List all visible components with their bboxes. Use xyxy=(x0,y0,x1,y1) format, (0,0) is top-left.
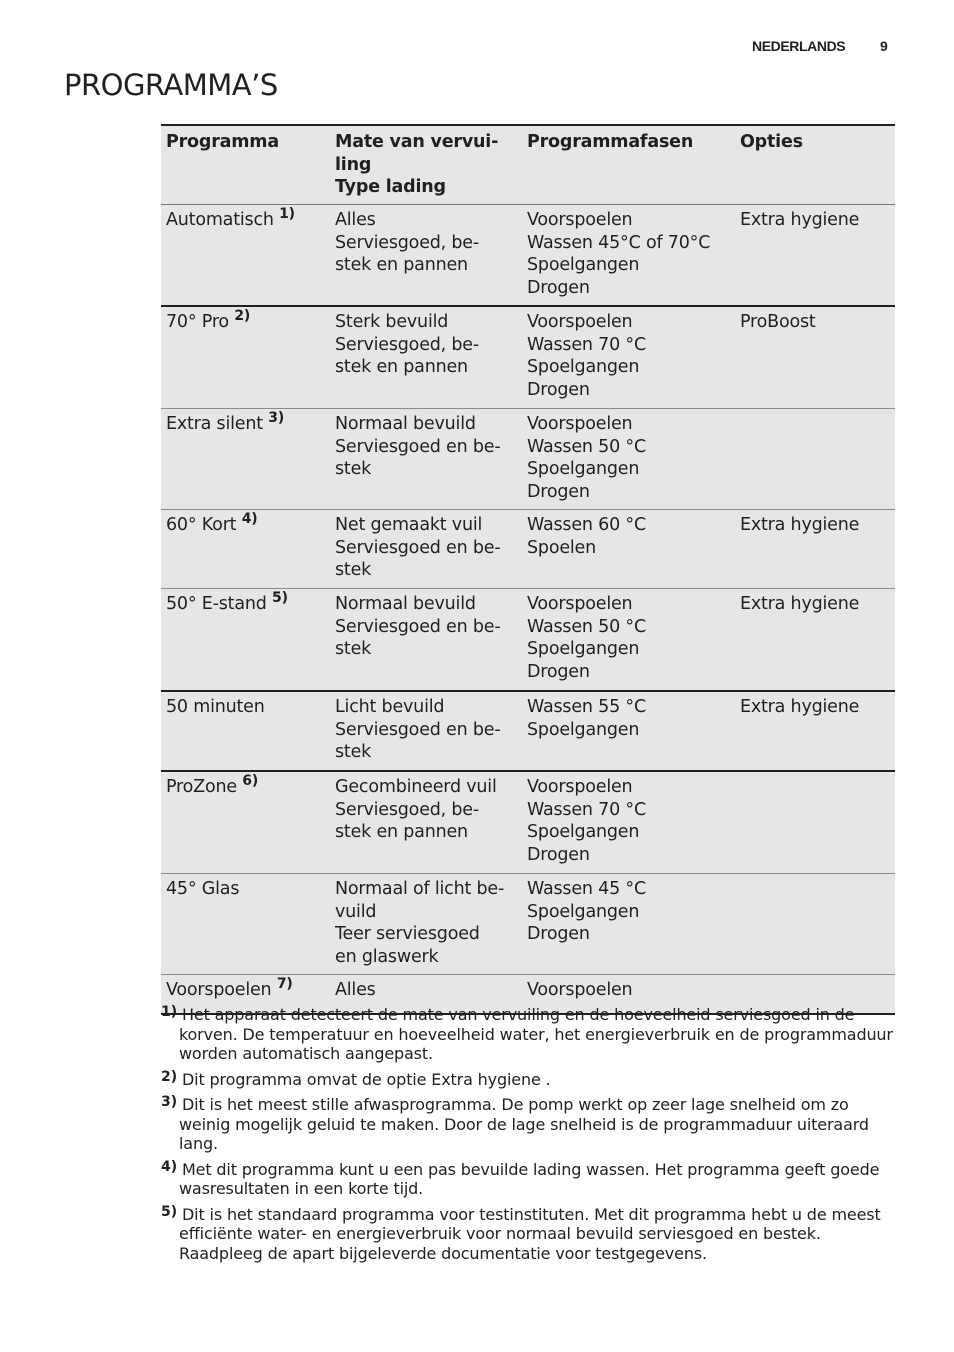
soil-degree-cell xyxy=(335,413,520,481)
program-phase-line: Drogen xyxy=(527,661,590,682)
soil-degree-line: stek xyxy=(335,560,372,580)
program-phase-line: Wassen 60 °C xyxy=(527,515,646,535)
footnote-marker: 1) xyxy=(161,1004,178,1020)
program-phase-line: Voorspoelen xyxy=(527,312,633,332)
footnote-line: Dit is het meest stille afwasprogramma. De pomp werkt op zeer lage snelheid om zo xyxy=(182,1095,849,1114)
footnote-ref: 2) xyxy=(234,308,251,324)
program-name: 70° Pro xyxy=(166,312,229,332)
program-phase-line: Spoelgangen xyxy=(527,719,640,740)
table-header-row xyxy=(161,124,895,205)
program-phase-line: Wassen 70 °C xyxy=(527,334,646,355)
table-body xyxy=(161,205,895,1015)
footnote-line: korven. De temperatuur en hoeveelheid water, het energieverbruik en de programmaduur xyxy=(179,1024,893,1044)
soil-degree-cell xyxy=(335,696,520,764)
program-name-cell xyxy=(166,511,326,537)
footnote-line: Het apparaat detecteert de mate van vervuiling en de hoeveelheid serviesgoed in de xyxy=(182,1005,855,1024)
footnote-line: weinig mogelijk geluid te maken. Door de lage snelheid is de programmaduur uiteraard xyxy=(179,1114,869,1134)
program-name-cell xyxy=(166,878,326,901)
program-phases-cell xyxy=(527,514,732,559)
soil-degree-line: Serviesgoed en be- xyxy=(335,719,501,740)
header-programmafasen: Programmafasen xyxy=(527,132,694,152)
soil-degree-line: Licht bevuild xyxy=(335,697,445,717)
soil-degree-line: vuild xyxy=(335,901,377,922)
program-name: 50° E-stand xyxy=(166,594,267,614)
program-phase-line: Spoelgangen xyxy=(527,822,640,842)
program-phase-line: Wassen 45 °C xyxy=(527,879,646,899)
program-phases-cell xyxy=(527,878,732,946)
footnote xyxy=(161,1005,896,1064)
soil-degree-line: Normaal bevuild xyxy=(335,594,476,614)
soil-degree-line: Net gemaakt vuil xyxy=(335,515,483,535)
footnote-line: lang. xyxy=(179,1134,218,1153)
table-row xyxy=(161,409,895,510)
soil-degree-line: stek xyxy=(335,639,372,659)
program-phase-line: Voorspoelen xyxy=(527,210,633,230)
program-phase-line: Wassen 45°C of 70°C xyxy=(527,232,711,253)
soil-degree-line: Sterk bevuild xyxy=(335,312,449,332)
footnote-line: Dit is het standaard programma voor testinstituten. Met dit programma hebt u de meest xyxy=(182,1204,881,1224)
program-phases-cell xyxy=(527,776,732,866)
soil-degree-line: Teer serviesgoed xyxy=(335,924,480,944)
footnote-line: efficiënte water- en energieverbruik voor normaal bevuild serviesgoed en bestek. xyxy=(179,1224,821,1243)
program-name-cell xyxy=(166,206,326,232)
program-name: 45° Glas xyxy=(166,879,240,899)
program-name-cell xyxy=(166,696,326,719)
program-name: ProZone xyxy=(166,777,237,797)
program-phase-line: Voorspoelen xyxy=(527,777,633,797)
program-name: 60° Kort xyxy=(166,515,237,535)
program-phases-cell xyxy=(527,696,732,741)
footnote xyxy=(161,1205,896,1264)
program-phases-cell xyxy=(527,593,732,683)
table-row xyxy=(161,307,895,409)
soil-degree-line: Serviesgoed en be- xyxy=(335,537,501,558)
footnote xyxy=(161,1070,896,1090)
footnote-line: wasresultaten in een korte tijd. xyxy=(179,1179,424,1198)
soil-degree-line: stek en pannen xyxy=(335,357,468,377)
program-phases-cell xyxy=(527,413,732,503)
footnote-line: worden automatisch aangepast. xyxy=(179,1044,433,1063)
soil-degree-line: Serviesgoed, be- xyxy=(335,232,479,253)
footnote-ref: 1) xyxy=(279,206,295,222)
soil-degree-line: en glaswerk xyxy=(335,946,439,967)
program-name: 50 minuten xyxy=(166,697,265,717)
program-name-cell xyxy=(166,773,326,799)
soil-degree-line: Serviesgoed, be- xyxy=(335,334,479,355)
program-name-cell xyxy=(166,308,326,334)
program-phase-line: Spoelgangen xyxy=(527,901,640,922)
soil-degree-cell xyxy=(335,311,520,379)
program-name-cell xyxy=(166,976,326,1002)
soil-degree-cell xyxy=(335,514,520,582)
program-phase-line: Spoelgangen xyxy=(527,255,640,275)
program-phase-line: Spoelgangen xyxy=(527,459,640,479)
footnotes xyxy=(161,1005,896,1269)
header-mate-line: Mate van vervui- xyxy=(335,132,499,152)
table-row xyxy=(161,510,895,589)
program-name: Extra silent xyxy=(166,414,263,434)
program-name-cell xyxy=(166,410,326,436)
options-cell: Extra hygiene xyxy=(740,515,860,535)
soil-degree-line: Alles xyxy=(335,980,376,1000)
header-mate-van-vervuiling xyxy=(335,131,520,199)
footnote-ref: 3) xyxy=(268,410,285,426)
program-phase-line: Spoelgangen xyxy=(527,639,640,659)
program-name: Automatisch xyxy=(166,210,274,230)
footnote-line: Met dit programma kunt u een pas bevuilde lading wassen. Het programma geeft goede xyxy=(182,1159,880,1179)
footnote-marker: 4) xyxy=(161,1158,178,1175)
soil-degree-cell xyxy=(335,209,520,277)
footnote-line: Raadpleeg de apart bijgeleverde documentatie voor testgegevens. xyxy=(179,1243,707,1263)
footnote xyxy=(161,1095,896,1154)
footnote-ref: 4) xyxy=(241,511,258,527)
soil-degree-line: Serviesgoed en be- xyxy=(335,436,501,457)
soil-degree-line: stek en pannen xyxy=(335,822,468,842)
header-mate-line: ling xyxy=(335,154,372,175)
soil-degree-line: Alles xyxy=(335,210,376,230)
program-phase-line: Voorspoelen xyxy=(527,980,633,1000)
soil-degree-line: Serviesgoed en be- xyxy=(335,616,501,637)
header-programma: Programma xyxy=(166,132,279,152)
soil-degree-line: Gecombineerd vuil xyxy=(335,777,497,797)
program-phase-line: Spoelgangen xyxy=(527,357,640,377)
soil-degree-cell xyxy=(335,776,520,844)
footnote-ref: 5) xyxy=(272,590,288,606)
program-phase-line: Wassen 50 °C xyxy=(527,436,646,457)
footnote-ref: 7) xyxy=(276,976,293,992)
footnote xyxy=(161,1160,896,1199)
options-cell: Extra hygiene xyxy=(740,210,860,230)
options-cell: ProBoost xyxy=(740,312,816,332)
program-phase-line: Voorspoelen xyxy=(527,414,633,434)
table-row xyxy=(161,772,895,874)
table-row xyxy=(161,205,895,307)
header-opties: Opties xyxy=(740,132,803,152)
program-phase-line: Drogen xyxy=(527,924,590,944)
options-cell: Extra hygiene xyxy=(740,594,860,614)
table-row xyxy=(161,589,895,692)
soil-degree-line: Normaal bevuild xyxy=(335,414,476,434)
soil-degree-cell xyxy=(335,979,520,1002)
footnote-marker: 3) xyxy=(161,1094,178,1110)
program-phase-line: Wassen 50 °C xyxy=(527,616,646,637)
soil-degree-line: Serviesgoed, be- xyxy=(335,799,479,820)
program-name: Voorspoelen xyxy=(166,980,272,1000)
table-row xyxy=(161,874,895,975)
program-phase-line: Drogen xyxy=(527,379,590,400)
program-phase-line: Drogen xyxy=(527,844,590,865)
program-phase-line: Voorspoelen xyxy=(527,594,633,614)
header-type-lading: Type lading xyxy=(335,177,446,197)
program-phase-line: Wassen 70 °C xyxy=(527,799,646,820)
soil-degree-line: Normaal of licht be- xyxy=(335,879,505,899)
footnote-line: Dit programma omvat de optie Extra hygiene . xyxy=(182,1069,551,1089)
soil-degree-cell xyxy=(335,878,520,968)
programs-table xyxy=(161,124,895,1015)
program-name-cell xyxy=(166,590,326,616)
footnote-marker: 2) xyxy=(161,1068,178,1085)
page-number: 9 xyxy=(880,38,888,54)
page-title: PROGRAMMA’S xyxy=(64,68,278,102)
soil-degree-cell xyxy=(335,593,520,661)
soil-degree-line: stek en pannen xyxy=(335,255,468,275)
program-phase-line: Drogen xyxy=(527,277,590,298)
soil-degree-line: stek xyxy=(335,742,372,762)
soil-degree-line: stek xyxy=(335,459,372,479)
options-cell: Extra hygiene xyxy=(740,697,860,717)
program-phases-cell xyxy=(527,311,732,401)
program-phase-line: Spoelen xyxy=(527,537,597,558)
program-phase-line: Wassen 55 °C xyxy=(527,697,646,717)
program-phases-cell xyxy=(527,979,732,1002)
footnote-ref: 6) xyxy=(242,773,259,789)
program-phases-cell xyxy=(527,209,732,299)
program-phase-line: Drogen xyxy=(527,481,590,502)
footnote-marker: 5) xyxy=(161,1203,178,1220)
table-row xyxy=(161,692,895,772)
header-language: NEDERLANDS xyxy=(752,38,846,54)
